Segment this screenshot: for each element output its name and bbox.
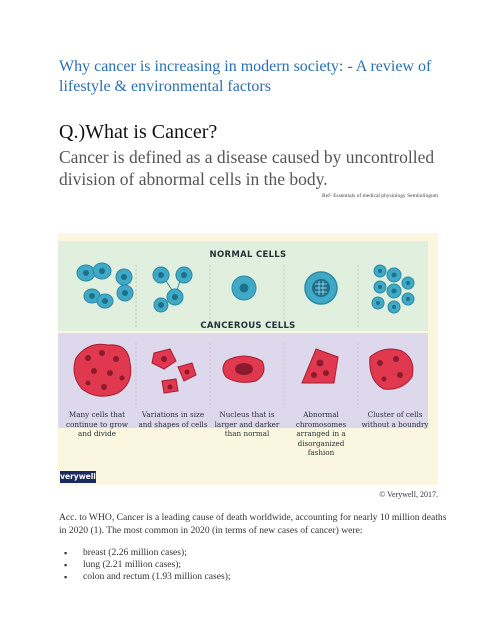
cancerous-cells-title: CANCEROUS CELLS [200, 321, 296, 331]
cancer-cells-mass [74, 344, 131, 396]
normal-cells-title: NORMAL CELLS [209, 250, 287, 260]
verywell-logo: verywell [60, 472, 96, 481]
caption-many-cells: Many cells that continue to grow and divide [66, 410, 128, 439]
caption-chromosomes: Abnormal chromosomes arranged in a disorganized fashion [295, 410, 347, 458]
document-title: Why cancer is increasing in modern society: - A review of lifestyle & environmental factors [59, 58, 432, 95]
normal-nucleus-single [240, 284, 249, 293]
caption-nucleus: Nucleus that is larger and darker than normal [214, 410, 280, 439]
cell-comparison-figure [58, 233, 438, 485]
cells-illustration [58, 233, 438, 433]
caption-cluster: Cluster of cells without a boundry [361, 410, 429, 429]
list-item-text: colon and rectum (1.93 million cases); [83, 571, 231, 583]
reference-note: Ref- Essentials of medical physiology Sembulingum [322, 193, 438, 199]
cancer-nucleus-dark [235, 363, 253, 375]
list-item-text: lung (2.21 million cases); [83, 559, 182, 571]
list-item: ▪ lung (2.21 million cases); [64, 559, 182, 571]
caption-variations: Variations in size and shapes of cells [138, 410, 208, 429]
cancer-cells-varied [152, 349, 196, 393]
figure-captions [58, 410, 438, 470]
list-item-text: breast (2.26 million cases); [83, 547, 187, 558]
cancer-stats-list [59, 547, 449, 584]
cancer-definition: Cancer is defined as a disease caused by uncontrolled division of abnormal cells in the body. [59, 147, 435, 189]
who-paragraph: Acc. to WHO, Cancer is a leading cause of death worldwide, accounting for nearly 10 million deaths in 2020 (1). The most common in 2020 (in terms of new cases of cancer) were: [59, 512, 447, 536]
question-heading: Q.)What is Cancer? [59, 121, 218, 143]
cancer-cell-cluster [370, 349, 413, 389]
copyright-note: © Verywell, 2017. [379, 490, 438, 499]
list-item: ▪ colon and rectum (1.93 million cases); [64, 571, 231, 583]
list-item: ▪ breast (2.26 million cases); [64, 547, 187, 558]
